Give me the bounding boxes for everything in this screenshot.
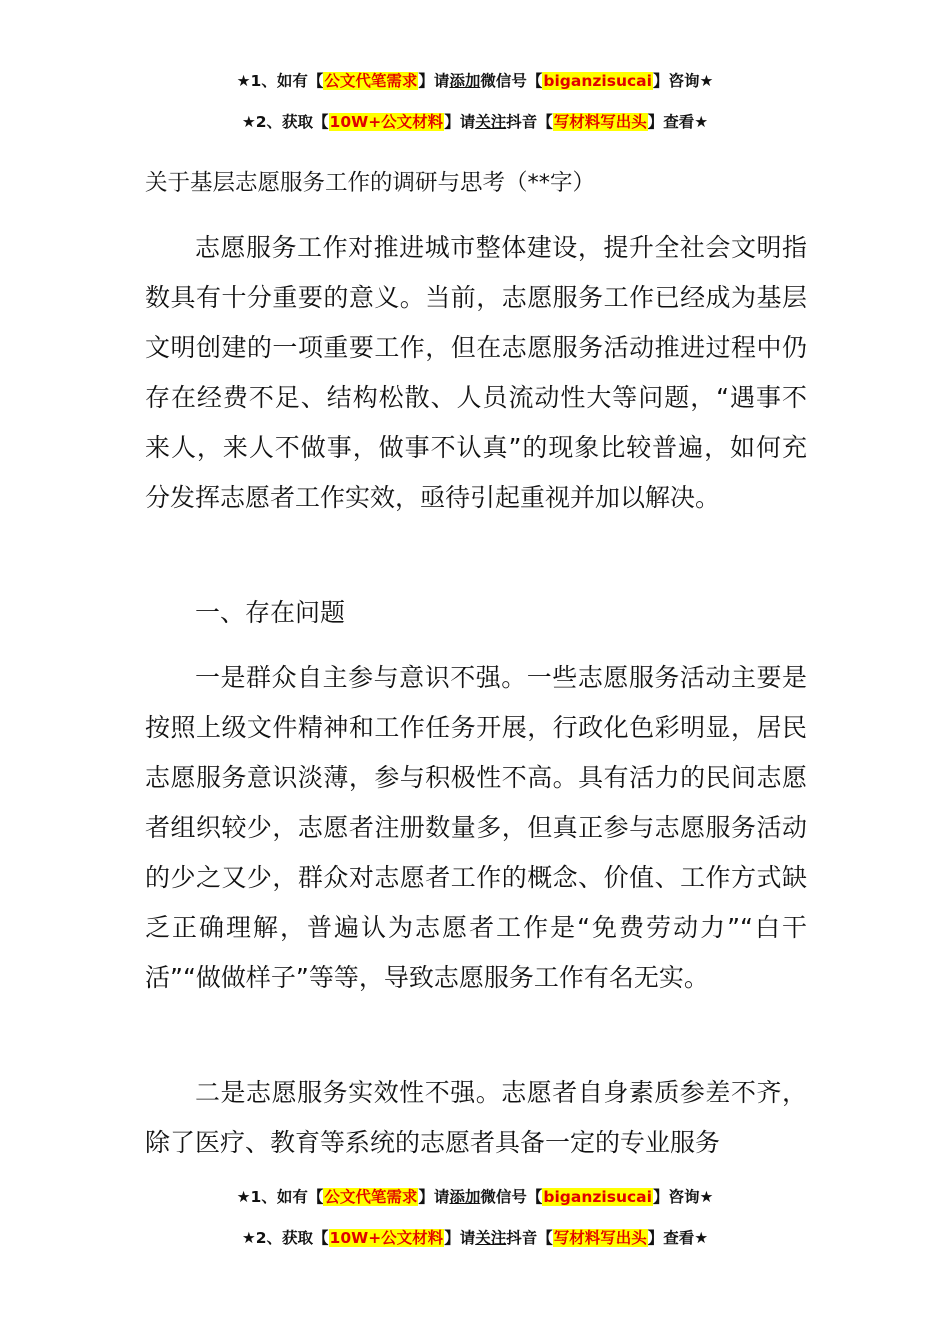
section-heading: 一、存在问题	[195, 598, 346, 627]
banner-underline: 添加	[449, 72, 481, 90]
banner-underline: 关注	[475, 1229, 507, 1247]
banner-text: ★1、如有【	[236, 72, 324, 90]
banner-text: ★1、如有【	[236, 1188, 324, 1206]
banner-text: 微信号【	[480, 1188, 543, 1206]
footer-banner-line-1	[0, 1186, 950, 1208]
banner-text: ★2、获取【	[241, 113, 329, 131]
banner-text: 】咨询★	[652, 1188, 714, 1206]
banner-text: 】请	[418, 1188, 450, 1206]
banner-text: 】查看★	[647, 113, 709, 131]
header-banner-line-1	[0, 70, 950, 92]
banner-highlight: 写材料写出头	[553, 113, 647, 131]
banner-underline: 添加	[449, 1188, 481, 1206]
banner-text: 】请	[444, 1229, 476, 1247]
banner-underline: 关注	[475, 113, 507, 131]
banner-highlight: 公文代笔需求	[324, 1188, 418, 1206]
banner-highlight: biganzisucai	[543, 72, 652, 90]
banner-highlight: 10W+公文材料	[329, 1229, 444, 1247]
banner-highlight: 公文代笔需求	[324, 72, 418, 90]
banner-text: 】查看★	[647, 1229, 709, 1247]
banner-highlight: 10W+公文材料	[329, 113, 444, 131]
banner-highlight: biganzisucai	[543, 1188, 652, 1206]
body-paragraph-1: 一是群众自主参与意识不强。一些志愿服务活动主要是按照上级文件精神和工作任务开展，行政化色彩明显，居民志愿服务意识淡薄，参与积极性不高。具有活力的民间志愿者组织较少，志愿者注册数量多，但真正参与志愿服务活动的少之又少，群众对志愿者工作的概念、价值、工作方式缺乏正确理解，普遍认为志愿者工作是“免费劳动力”“白干活”“做做样子”等等，导致志愿服务工作有名无实。	[145, 663, 807, 992]
header-banner-line-2	[0, 111, 950, 133]
banner-text: 抖音【	[506, 1229, 553, 1247]
document-title: 关于基层志愿服务工作的调研与思考（**字）	[145, 170, 596, 196]
banner-text: 微信号【	[480, 72, 543, 90]
banner-highlight: 写材料写出头	[553, 1229, 647, 1247]
banner-text: 】咨询★	[652, 72, 714, 90]
banner-text: 】请	[444, 113, 476, 131]
banner-text: 抖音【	[506, 113, 553, 131]
banner-text: ★2、获取【	[241, 1229, 329, 1247]
banner-text: 】请	[418, 72, 450, 90]
body-paragraph-2: 二是志愿服务实效性不强。志愿者自身素质参差不齐，除了医疗、教育等系统的志愿者具备一定的专业服务	[145, 1078, 807, 1157]
intro-paragraph: 志愿服务工作对推进城市整体建设，提升全社会文明指数具有十分重要的意义。当前，志愿服务工作已经成为基层文明创建的一项重要工作，但在志愿服务活动推进过程中仍存在经费不足、结构松散、人员流动性大等问题，“遇事不来人，来人不做事，做事不认真”的现象比较普遍，如何充分发挥志愿者工作实效，亟待引起重视并加以解决。	[145, 233, 807, 512]
footer-banner-line-2	[0, 1227, 950, 1249]
